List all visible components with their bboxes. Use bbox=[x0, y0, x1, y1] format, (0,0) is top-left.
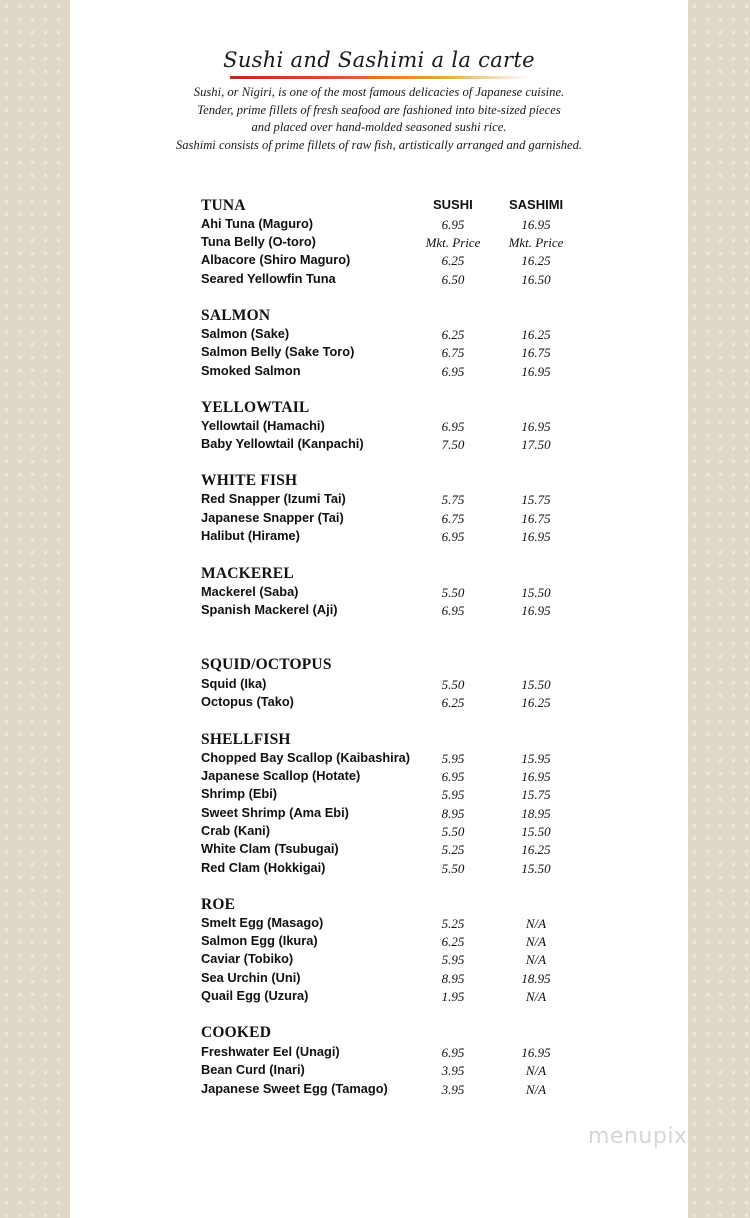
menu-item bbox=[70, 418, 688, 436]
sushi-price: 3.95 bbox=[441, 1082, 465, 1097]
menu-item bbox=[70, 805, 688, 823]
sushi-price: 8.95 bbox=[441, 971, 465, 986]
menu-item bbox=[70, 694, 688, 712]
section-heading: ROE bbox=[201, 896, 236, 913]
item-name: Quail Egg (Uzura) bbox=[201, 988, 309, 1003]
sashimi-price: 15.50 bbox=[521, 824, 551, 839]
sushi-price: 6.25 bbox=[441, 695, 465, 710]
item-name: Salmon Egg (Ikura) bbox=[201, 933, 318, 948]
sushi-price: 5.50 bbox=[441, 861, 465, 876]
menu-item bbox=[70, 436, 688, 454]
menu-item bbox=[70, 326, 688, 344]
item-name: Spanish Mackerel (Aji) bbox=[201, 602, 338, 617]
watermark: menupix bbox=[588, 1124, 688, 1149]
item-name: Squid (Ika) bbox=[201, 676, 267, 691]
item-name: Mackerel (Saba) bbox=[201, 584, 299, 599]
item-name: Bean Curd (Inari) bbox=[201, 1062, 305, 1077]
sushi-price: 5.95 bbox=[441, 787, 465, 802]
intro-line: Sashimi consists of prime fillets of raw fish, artistically arranged and garnished. bbox=[175, 137, 583, 152]
item-name: Smoked Salmon bbox=[201, 363, 301, 378]
item-name: Chopped Bay Scallop (Kaibashira) bbox=[201, 750, 411, 765]
item-name: Freshwater Eel (Unagi) bbox=[201, 1044, 340, 1059]
sushi-price: 6.75 bbox=[441, 345, 465, 360]
sushi-price: 3.95 bbox=[441, 1063, 465, 1078]
section-heading: SALMON bbox=[201, 307, 271, 324]
sushi-price: 6.75 bbox=[441, 511, 465, 526]
item-name: White Clam (Tsubugai) bbox=[201, 841, 339, 856]
sushi-price: 5.50 bbox=[441, 585, 465, 600]
item-name: Ahi Tuna (Maguro) bbox=[201, 216, 314, 231]
sushi-price: 5.25 bbox=[441, 916, 465, 931]
item-name: Salmon (Sake) bbox=[201, 326, 290, 341]
sashimi-price: 16.25 bbox=[521, 842, 551, 857]
menu-item bbox=[70, 786, 688, 804]
sashimi-price: 16.25 bbox=[521, 327, 551, 342]
menu-item bbox=[70, 271, 688, 289]
section-heading: SQUID/OCTOPUS bbox=[201, 656, 332, 673]
menu-item bbox=[70, 491, 688, 509]
menu-item bbox=[70, 584, 688, 602]
menu-item bbox=[70, 216, 688, 234]
sashimi-price: 16.25 bbox=[521, 695, 551, 710]
column-header-sushi: SUSHI bbox=[433, 197, 473, 212]
menu-item bbox=[70, 234, 688, 252]
sushi-price: 8.95 bbox=[441, 806, 465, 821]
sashimi-price: 16.95 bbox=[521, 1045, 551, 1060]
item-name: Baby Yellowtail (Kanpachi) bbox=[201, 436, 364, 451]
menu-page bbox=[70, 0, 688, 1218]
item-name: Sea Urchin (Uni) bbox=[201, 970, 301, 985]
intro-line: Sushi, or Nigiri, is one of the most famous delicacies of Japanese cuisine. bbox=[193, 85, 565, 99]
item-name: Caviar (Tobiko) bbox=[201, 951, 294, 966]
section-heading: YELLOWTAIL bbox=[201, 399, 310, 416]
sashimi-price: 15.50 bbox=[521, 861, 551, 876]
decorative-border-right bbox=[688, 0, 750, 1218]
sashimi-price: 16.95 bbox=[521, 419, 551, 434]
sashimi-price: N/A bbox=[525, 1082, 547, 1097]
menu-item bbox=[70, 344, 688, 362]
menu-item bbox=[70, 823, 688, 841]
sashimi-price: N/A bbox=[525, 1063, 547, 1078]
sushi-price: 6.25 bbox=[441, 934, 465, 949]
menu-item bbox=[70, 1044, 688, 1062]
item-name: Red Clam (Hokkigai) bbox=[201, 860, 326, 875]
menu-item bbox=[70, 988, 688, 1006]
sashimi-price: 16.75 bbox=[521, 511, 551, 526]
menu-item bbox=[70, 528, 688, 546]
item-name: Japanese Snapper (Tai) bbox=[201, 510, 344, 525]
sashimi-price: 16.95 bbox=[521, 603, 551, 618]
menu-item bbox=[70, 841, 688, 859]
sushi-price: 5.25 bbox=[441, 842, 465, 857]
sashimi-price: 15.50 bbox=[521, 585, 551, 600]
menu-item bbox=[70, 750, 688, 768]
sushi-price: 7.50 bbox=[441, 437, 465, 452]
sashimi-price: N/A bbox=[525, 952, 547, 967]
sushi-price: 6.25 bbox=[441, 327, 465, 342]
item-name: Octopus (Tako) bbox=[201, 694, 294, 709]
sushi-price: 6.95 bbox=[441, 364, 465, 379]
sashimi-price: 16.95 bbox=[521, 529, 551, 544]
title-underline bbox=[230, 76, 530, 79]
column-header-sashimi: SASHIMI bbox=[509, 197, 564, 212]
sushi-price: 5.95 bbox=[441, 751, 465, 766]
sushi-price: Mkt. Price bbox=[425, 235, 481, 250]
sushi-price: 6.95 bbox=[441, 1045, 465, 1060]
sushi-price: 6.95 bbox=[441, 217, 465, 232]
item-name: Crab (Kani) bbox=[201, 823, 270, 838]
sashimi-price: 18.95 bbox=[521, 806, 551, 821]
section-heading: COOKED bbox=[201, 1024, 272, 1041]
sashimi-price: 15.50 bbox=[521, 677, 551, 692]
item-name: Yellowtail (Hamachi) bbox=[201, 418, 325, 433]
item-name: Seared Yellowfin Tuna bbox=[201, 271, 336, 286]
section-heading: MACKEREL bbox=[201, 565, 294, 582]
sashimi-price: 16.95 bbox=[521, 364, 551, 379]
sushi-price: 6.95 bbox=[441, 419, 465, 434]
menu-item bbox=[70, 768, 688, 786]
menu-item bbox=[70, 933, 688, 951]
sashimi-price: 16.75 bbox=[521, 345, 551, 360]
item-name: Halibut (Hirame) bbox=[201, 528, 300, 543]
sashimi-price: 16.25 bbox=[521, 253, 551, 268]
sushi-price: 6.95 bbox=[441, 529, 465, 544]
decorative-border-left bbox=[0, 0, 70, 1218]
section-heading: SHELLFISH bbox=[201, 731, 291, 748]
menu-item bbox=[70, 252, 688, 270]
menu-item bbox=[70, 363, 688, 381]
menu-item bbox=[70, 602, 688, 620]
sashimi-price: N/A bbox=[525, 934, 547, 949]
sushi-price: 5.95 bbox=[441, 952, 465, 967]
menu-title: Sushi and Sashimi a la carte bbox=[223, 48, 535, 72]
item-name: Tuna Belly (O-toro) bbox=[201, 234, 316, 249]
sashimi-price: 18.95 bbox=[521, 971, 551, 986]
item-name: Japanese Sweet Egg (Tamago) bbox=[201, 1081, 388, 1096]
section-heading: TUNA bbox=[201, 197, 246, 214]
sashimi-price: 15.95 bbox=[521, 751, 551, 766]
sashimi-price: N/A bbox=[525, 916, 547, 931]
item-name: Salmon Belly (Sake Toro) bbox=[201, 344, 355, 359]
item-name: Sweet Shrimp (Ama Ebi) bbox=[201, 805, 349, 820]
menu-item bbox=[70, 951, 688, 969]
item-name: Shrimp (Ebi) bbox=[201, 786, 278, 801]
menu-item bbox=[70, 1062, 688, 1080]
sushi-price: 6.50 bbox=[441, 272, 465, 287]
sashimi-price: 15.75 bbox=[521, 787, 551, 802]
sashimi-price: 16.95 bbox=[521, 217, 551, 232]
sashimi-price: 16.50 bbox=[521, 272, 551, 287]
sushi-price: 5.75 bbox=[441, 492, 465, 507]
sushi-price: 6.95 bbox=[441, 769, 465, 784]
menu-item bbox=[70, 1081, 688, 1099]
menu-item bbox=[70, 510, 688, 528]
menu-item bbox=[70, 676, 688, 694]
sushi-price: 5.50 bbox=[441, 824, 465, 839]
sushi-price: 1.95 bbox=[441, 989, 465, 1004]
item-name: Japanese Scallop (Hotate) bbox=[201, 768, 361, 783]
sashimi-price: 17.50 bbox=[521, 437, 551, 452]
menu-item bbox=[70, 860, 688, 878]
menu-item bbox=[70, 970, 688, 988]
menu-item bbox=[70, 915, 688, 933]
section-heading: WHITE FISH bbox=[201, 472, 298, 489]
menu-intro bbox=[70, 84, 688, 154]
sashimi-price: N/A bbox=[525, 989, 547, 1004]
item-name: Smelt Egg (Masago) bbox=[201, 915, 324, 930]
sashimi-price: 16.95 bbox=[521, 769, 551, 784]
intro-line: Tender, prime fillets of fresh seafood are fashioned into bite-sized pieces bbox=[197, 102, 561, 117]
item-name: Albacore (Shiro Maguro) bbox=[201, 252, 351, 267]
sushi-price: 6.25 bbox=[441, 253, 465, 268]
sashimi-price: Mkt. Price bbox=[508, 235, 564, 250]
sashimi-price: 15.75 bbox=[521, 492, 551, 507]
sushi-price: 6.95 bbox=[441, 603, 465, 618]
intro-line: and placed over hand-molded seasoned sushi rice. bbox=[251, 120, 507, 134]
sushi-price: 5.50 bbox=[441, 677, 465, 692]
item-name: Red Snapper (Izumi Tai) bbox=[201, 491, 346, 506]
